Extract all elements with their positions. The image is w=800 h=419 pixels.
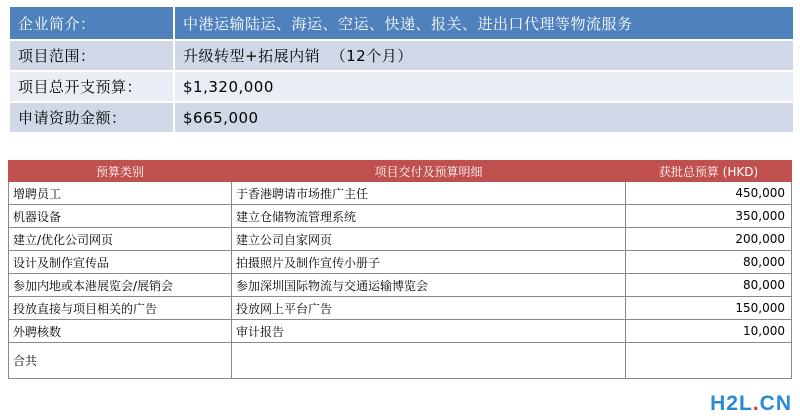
row-amount: 350,000 [626, 205, 792, 228]
row-detail: 建立仓储物流管理系统 [232, 205, 626, 228]
total-label: 合共 [9, 343, 232, 379]
row-category: 设计及制作宣传品 [9, 251, 232, 274]
watermark-part1: H2L [710, 392, 753, 415]
total-budget-value: $1,320,000 [173, 72, 793, 101]
budget-table [8, 160, 792, 379]
grant-row [10, 103, 793, 132]
total-amount [626, 343, 792, 379]
row-amount: 200,000 [626, 228, 792, 251]
row-category: 建立/优化公司网页 [9, 228, 232, 251]
total-budget-label: 项目总开支预算： [10, 72, 173, 101]
row-detail: 于香港聘请市场推广主任 [232, 182, 626, 205]
row-category: 外聘核数 [9, 320, 232, 343]
row-amount: 150,000 [626, 297, 792, 320]
total-row [9, 343, 792, 379]
table-row [9, 320, 792, 343]
header-detail: 项目交付及预算明细 [232, 161, 626, 182]
scope-row [10, 41, 793, 70]
table-row [9, 228, 792, 251]
company-info-table [10, 5, 793, 134]
row-amount: 10,000 [626, 320, 792, 343]
table-row [9, 297, 792, 320]
row-detail: 参加深圳国际物流与交通运输博览会 [232, 274, 626, 297]
row-category: 机器设备 [9, 205, 232, 228]
total-budget-row [10, 72, 793, 101]
site-watermark [708, 392, 794, 416]
row-category: 投放直接与项目相关的广告 [9, 297, 232, 320]
grant-value: $665,000 [173, 103, 793, 132]
scope-label: 项目范围： [10, 41, 173, 70]
row-detail: 投放网上平台广告 [232, 297, 626, 320]
header-amount: 获批总预算 (HKD) [626, 161, 792, 182]
row-category: 参加内地或本港展览会/展销会 [9, 274, 232, 297]
table-row [9, 205, 792, 228]
table-row [9, 182, 792, 205]
scope-value: 升级转型+拓展内销 （12个月） [173, 41, 793, 70]
budget-header-row [9, 161, 792, 182]
row-amount: 450,000 [626, 182, 792, 205]
total-detail [232, 343, 626, 379]
row-detail: 拍摄照片及制作宣传小册子 [232, 251, 626, 274]
watermark-part2: . [752, 392, 760, 415]
row-detail: 审计报告 [232, 320, 626, 343]
table-row [9, 274, 792, 297]
company-value: 中港运输陆运、海运、空运、快递、报关、进出口代理等物流服务 [173, 7, 793, 39]
grant-label: 申请资助金额： [10, 103, 173, 132]
table-row [9, 251, 792, 274]
watermark-part3: CN [759, 392, 792, 415]
company-row [10, 7, 793, 39]
row-amount: 80,000 [626, 274, 792, 297]
row-amount: 80,000 [626, 251, 792, 274]
header-category: 预算类别 [9, 161, 232, 182]
row-detail: 建立公司自家网页 [232, 228, 626, 251]
company-label: 企业简介： [10, 7, 173, 39]
row-category: 增聘员工 [9, 182, 232, 205]
